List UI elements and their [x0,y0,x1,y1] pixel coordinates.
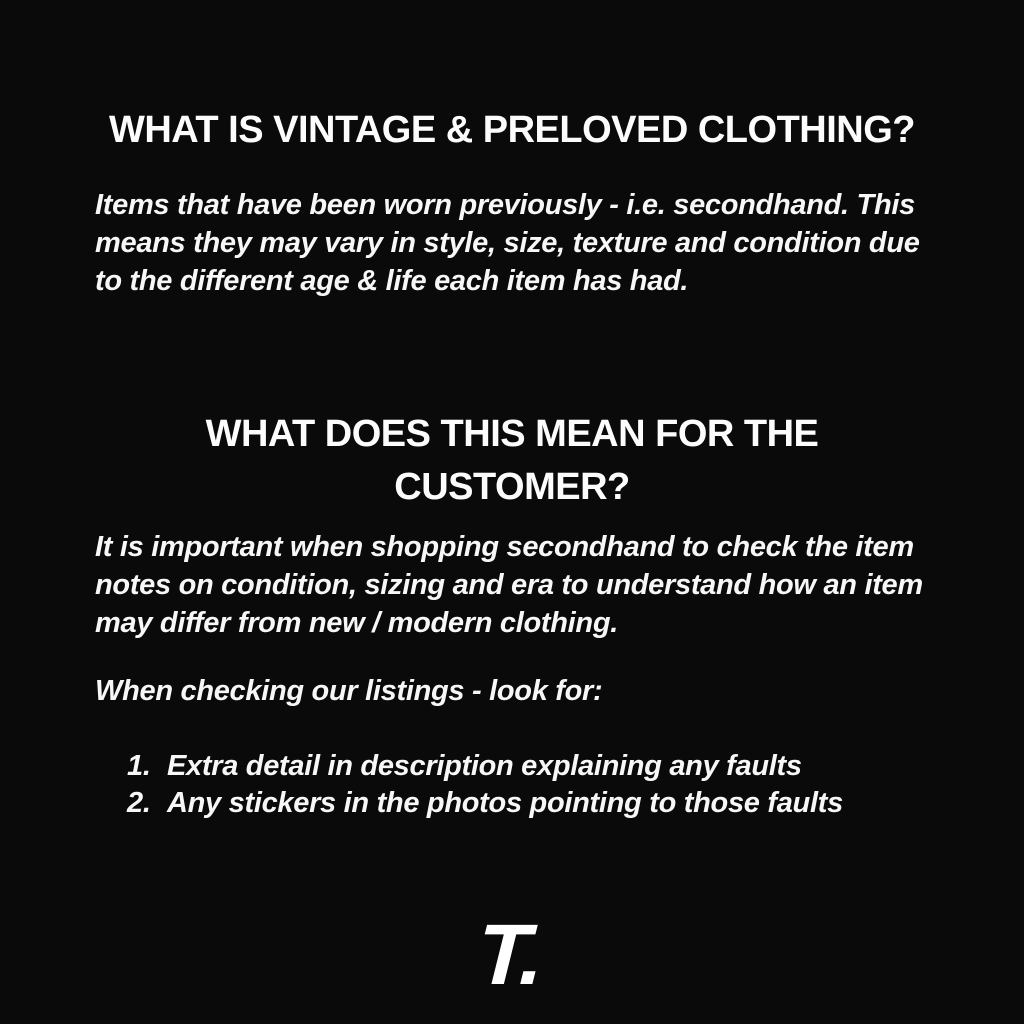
customer-paragraph-line: notes on condition, sizing and era to understand how an item [95,569,923,601]
checklist-item-number: 1. [127,750,151,782]
intro-paragraph-line: means they may vary in style, size, texture and condition due [95,227,920,259]
intro-paragraph-line: Items that have been worn previously - i.e. secondhand. This [95,189,915,221]
checklist [127,748,843,822]
checklist-item [127,748,843,785]
checklist-item-number: 2. [127,787,151,819]
secondary-heading-line: CUSTOMER? [394,465,630,508]
checklist-item-text: Any stickers in the photos pointing to those faults [167,787,843,819]
customer-paragraph-line: may differ from new / modern clothing. [95,607,619,639]
secondary-heading [0,408,1024,514]
customer-paragraph [95,528,923,642]
primary-heading: WHAT IS VINTAGE & PRELOVED CLOTHING? [108,109,916,152]
secondary-heading-line: WHAT DOES THIS MEAN FOR THE [205,412,819,455]
customer-paragraph-line: It is important when shopping secondhand to check the item [95,531,914,563]
checklist-item-text: Extra detail in description explaining any faults [167,750,802,782]
listings-leadin: When checking our listings - look for: [95,675,603,707]
checklist-item [127,785,843,822]
intro-paragraph-line: to the different age & life each item has had. [95,265,689,297]
brand-logo: T. [466,907,558,1003]
intro-paragraph [95,186,920,300]
